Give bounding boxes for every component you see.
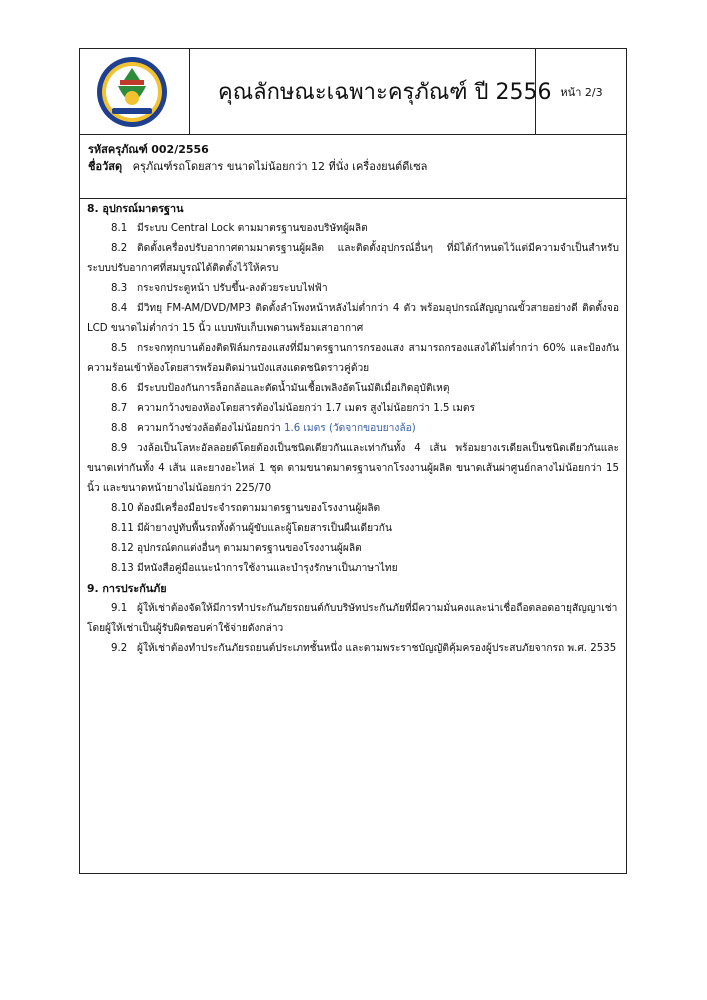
meta-block (80, 135, 626, 199)
item-number: 8.12 (111, 543, 134, 554)
item-text: มีวิทยุ FM-AM/DVD/MP3 ติดตั้งลำโพงหน้าหลังไม่ต่ำกว่า 4 ตัว พร้อมอุปกรณ์สัญญาณขั้วสายอย่างดี ติดตั้งจอ LCD ขนาดไม่ต่ำกว่า 15 นิ้ว แบบพับเก็บเพดานพร้อมเสาอากาศ (87, 303, 619, 334)
item-number: 8.6 (111, 383, 128, 394)
code-value: 002/2556 (151, 143, 209, 156)
item-text: ความกว้างของห้องโดยสารต้องไม่น้อยกว่า 1.7 เมตร สูงไม่น้อยกว่า 1.5 เมตร (137, 403, 475, 414)
title-cell (190, 49, 552, 134)
item-text: ติดตั้งเครื่องปรับอากาศตามมาตรฐานผู้ผลิต และติดตั้งอุปกรณ์อื่นๆ ที่มิได้กำหนดไว้แต่มีความจำเป็นสำหรับระบบปรับอากาศที่สมบูรณ์ได้ติดตั้งไว้ให้ครบ (87, 243, 619, 274)
logo-cell (80, 49, 190, 134)
item-number: 8.8 (111, 423, 128, 434)
item-number: 8.4 (111, 303, 128, 314)
section-9-title: 9. การประกันภัย (87, 582, 167, 595)
name-line (88, 158, 618, 175)
university-seal-logo (96, 56, 168, 128)
list-item (87, 599, 619, 639)
code-line (88, 141, 618, 158)
item-text: วงล้อเป็นโลหะอัลลอยด์โดยต้องเป็นชนิดเดียวกันและเท่ากันทั้ง 4 เส้น พร้อมยางเรเดียลเป็นชนิดเดียวกันและขนาดเท่ากันทั้ง 4 เส้น และยางอะไหล่ 1 ชุด ตามขนาดมาตรฐานจากโรงงานผู้ผลิต ขนาดเส้นผ่าศูนย์กลางไม่น้อยกว่า 15 นิ้ว และขนาดหน้ายางไม่น้อยกว่า 225/70 (87, 443, 619, 494)
item-number: 8.9 (111, 443, 128, 454)
item-number: 8.2 (111, 243, 128, 254)
item-number: 8.3 (111, 283, 128, 294)
list-item (87, 399, 619, 419)
list-item (87, 299, 619, 339)
list-item (87, 379, 619, 399)
item-text: ความกว้างช่วงล้อต้องไม่น้อยกว่า (137, 423, 284, 434)
list-item (87, 219, 619, 239)
item-number: 8.11 (111, 523, 134, 534)
section-8-items (87, 219, 619, 579)
item-number: 8.13 (111, 563, 134, 574)
item-text: กระจกทุกบานต้องติดฟิล์มกรองแสงที่มีมาตรฐานการกรองแสง สามารถกรองแสงได้ไม่ต่ำกว่า 60% และป้องกันความร้อนเข้าห้องโดยสารพร้อมติดม่านบังแสงแดดชนิดราวคู่ด้วย (87, 343, 619, 374)
name-label: ชื่อวัสดุ (88, 160, 123, 173)
item-number: 9.1 (111, 603, 128, 614)
list-item (87, 639, 619, 659)
item-text: มีหนังสือคู่มือแนะนำการใช้งานและบำรุงรักษาเป็นภาษาไทย (137, 563, 398, 574)
list-item (87, 239, 619, 279)
name-value: ครุภัณฑ์รถโดยสาร ขนาดไม่น้อยกว่า 12 ที่นั่ง เครื่องยนต์ดีเซล (132, 160, 428, 173)
item-text: อุปกรณ์ตกแต่งอื่นๆ ตามมาตรฐานของโรงงานผู้ผลิต (137, 543, 362, 554)
page-title: คุณลักษณะเฉพาะครุภัณฑ์ ปี 2556 (218, 80, 552, 105)
list-item (87, 539, 619, 559)
list-item (87, 499, 619, 519)
list-item (87, 439, 619, 499)
code-label: รหัสครุภัณฑ์ (88, 143, 148, 156)
item-number: 9.2 (111, 643, 128, 654)
document-frame (79, 48, 627, 874)
list-item (87, 279, 619, 299)
header (80, 49, 626, 135)
item-number: 8.1 (111, 223, 128, 234)
page-number: หน้า 2/3 (560, 85, 603, 99)
item-number: 8.10 (111, 503, 134, 514)
list-item (87, 559, 619, 579)
list-item (87, 519, 619, 539)
list-item (87, 419, 619, 439)
list-item (87, 339, 619, 379)
item-number: 8.5 (111, 343, 128, 354)
item-number: 8.7 (111, 403, 128, 414)
content-body (80, 199, 626, 659)
item-text: ผู้ให้เช่าต้องทำประกันภัยรถยนต์ประเภทชั้นหนึ่ง และตามพระราชบัญญัติคุ้มครองผู้ประสบภัยจากรถ พ.ศ. 2535 (137, 643, 617, 654)
item-text: มีระบบ Central Lock ตามมาตรฐานของบริษัทผู้ผลิต (137, 223, 368, 234)
section-8-title: 8. อุปกรณ์มาตรฐาน (87, 202, 184, 215)
item-text: มีระบบป้องกันการล็อกล้อและตัดน้ำมันเชื้อเพลิงอัตโนมัติเมื่อเกิดอุบัติเหตุ (137, 383, 450, 394)
item-note: 1.6 เมตร (วัดจากขอบยางล้อ) (283, 423, 416, 434)
item-text: ผู้ให้เช่าต้องจัดให้มีการทำประกันภัยรถยนต์กับบริษัทประกันภัยที่มีความมั่นคงและน่าเชื่อถือตลอดอายุสัญญาเช่า โดยผู้ให้เช่าเป็นผู้รับผิดชอบค่าใช้จ่ายดังกล่าว (87, 603, 618, 634)
item-text: กระจกประตูหน้า ปรับขึ้น-ลงด้วยระบบไฟฟ้า (137, 283, 328, 294)
item-text: ต้องมีเครื่องมือประจำรถตามมาตรฐานของโรงงานผู้ผลิต (137, 503, 381, 514)
item-text: มีผ้ายางปูทับพื้นรถทั้งด้านผู้ขับและผู้โดยสารเป็นผืนเดียวกัน (137, 523, 392, 534)
section-9-items (87, 599, 619, 659)
